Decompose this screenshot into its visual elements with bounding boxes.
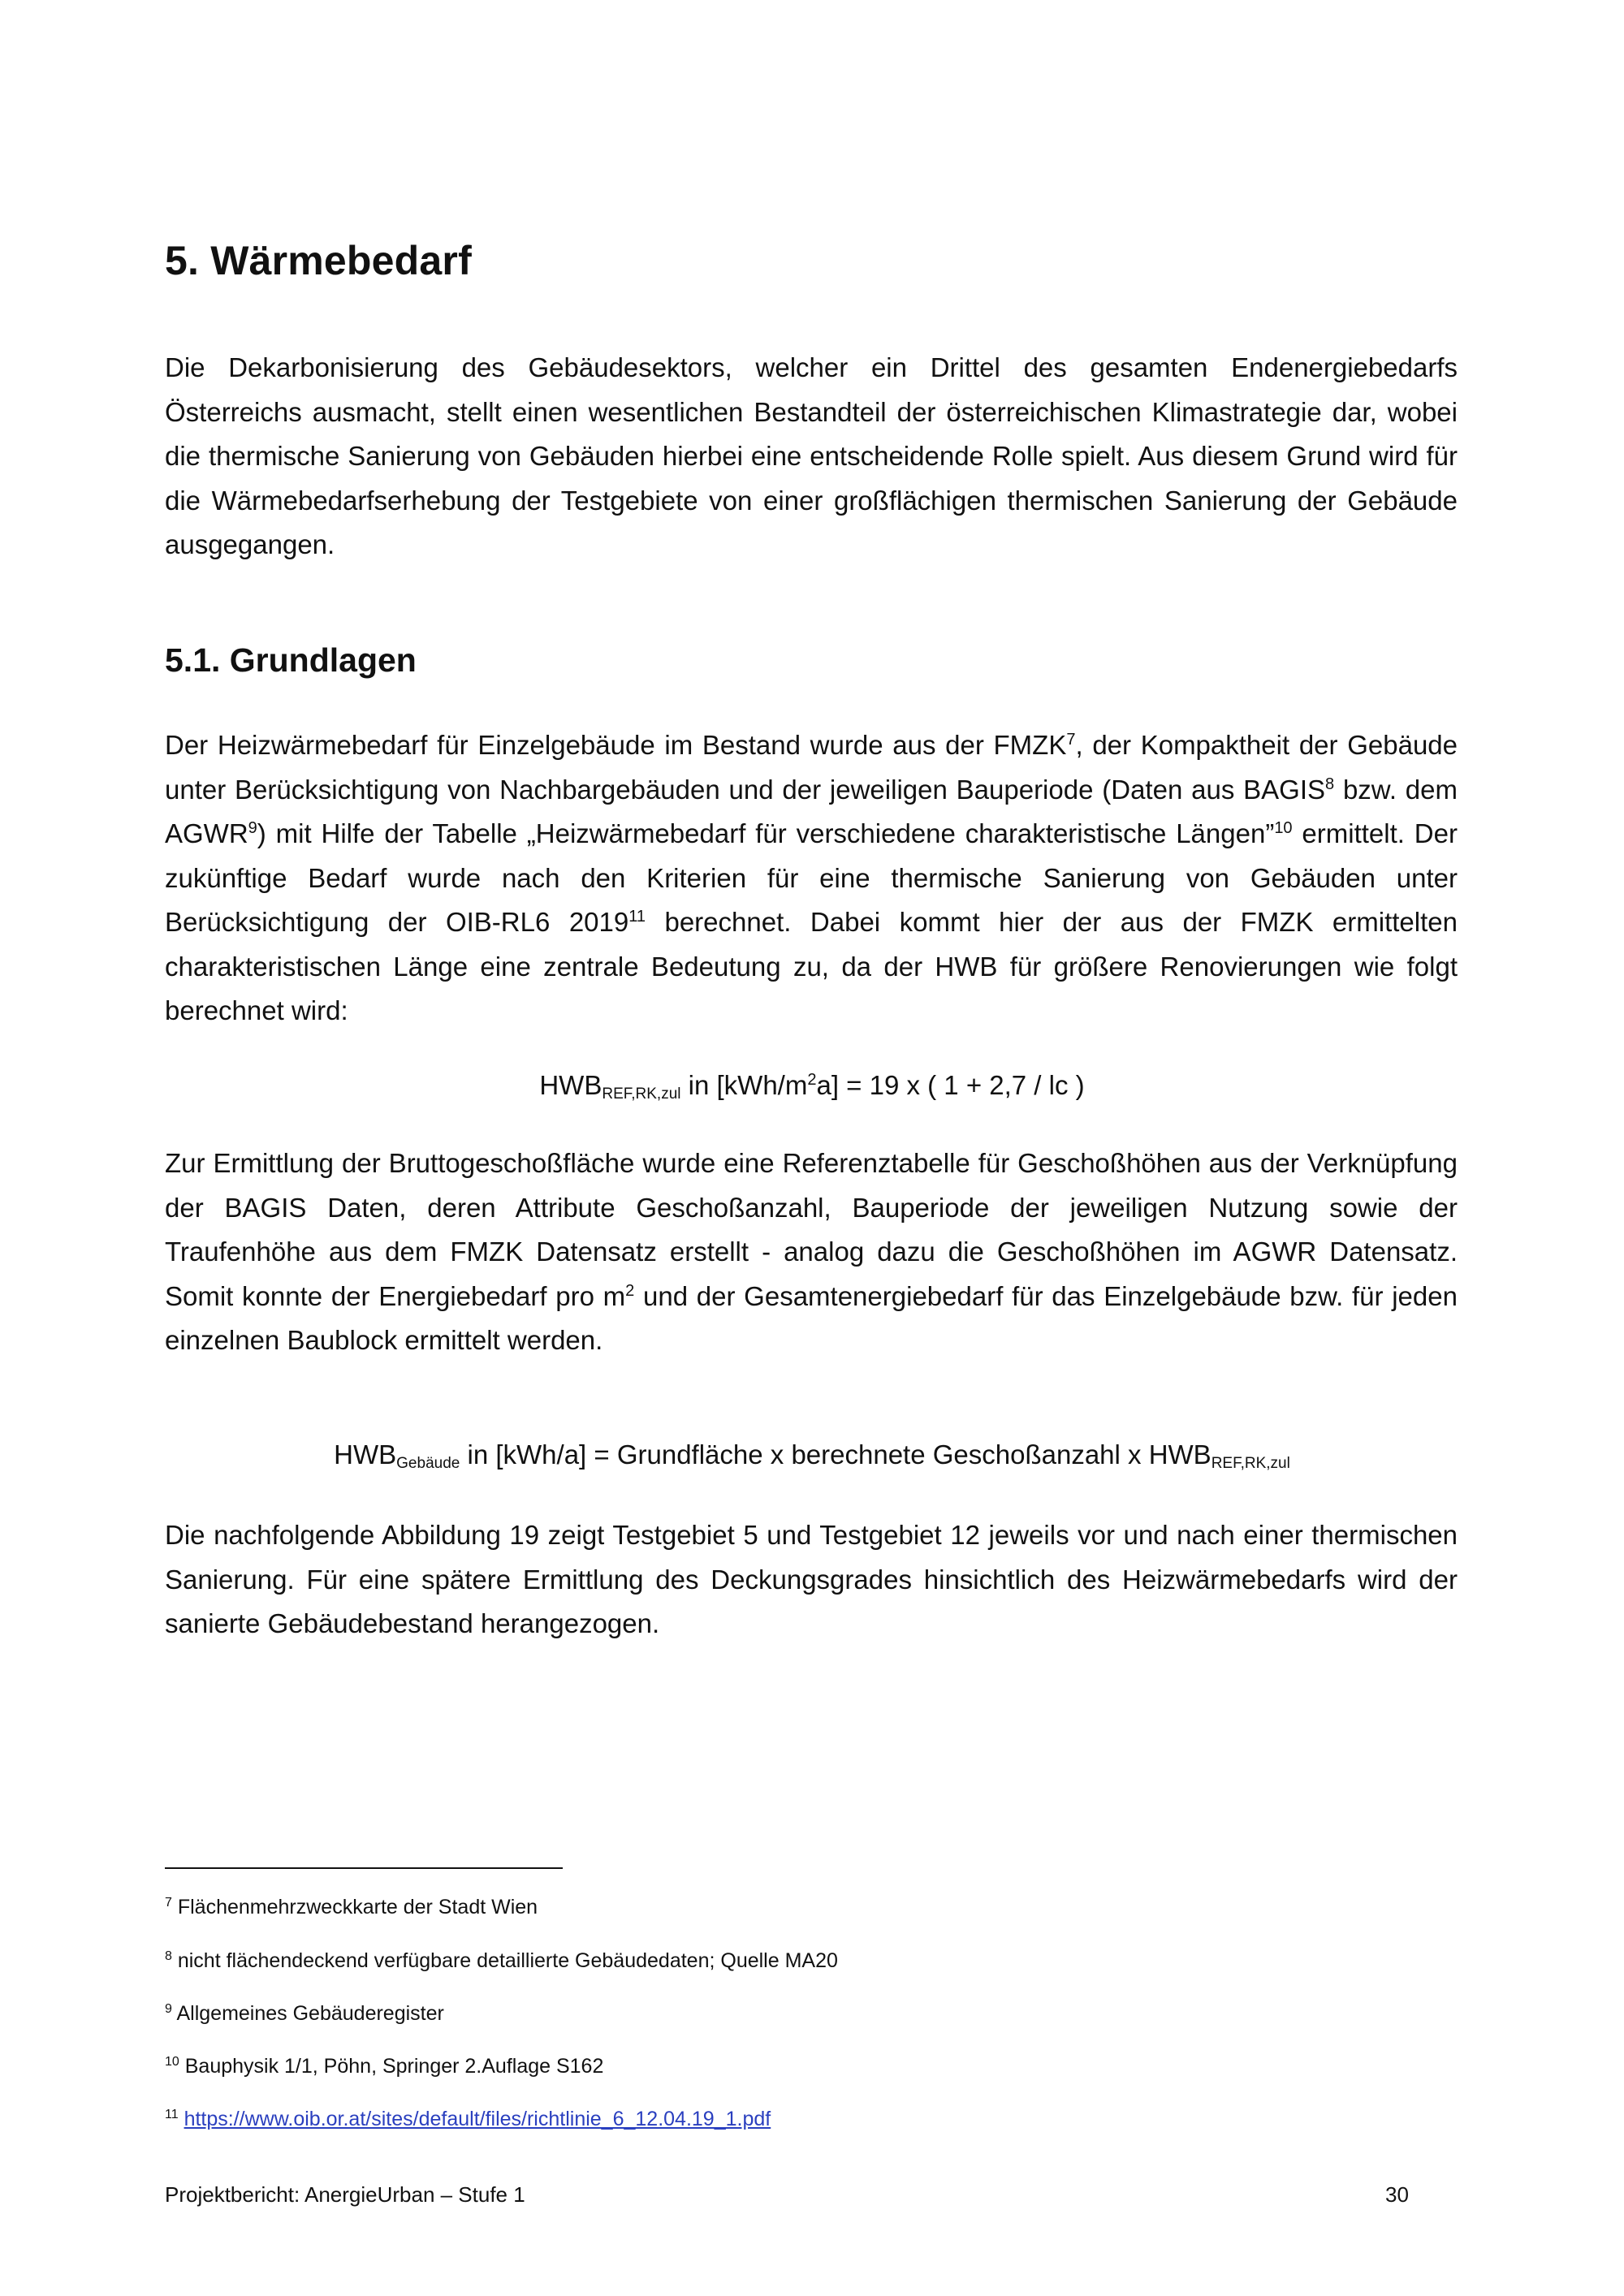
footnote-text: Allgemeines Gebäuderegister	[171, 2002, 444, 2025]
text-run: berechnet. Dabei kommt hier der aus der FMZK ermittelten charakteristischen Länge eine zentrale Bedeutung zu, da der HWB für größere Renovierungen wie folgt berechnet wird:	[165, 907, 1458, 1025]
hwb-building-formula	[0, 1439, 1624, 1473]
grundlagen-paragraph	[165, 723, 1458, 1034]
formula-text: in [kWh/m	[680, 1070, 808, 1100]
footnote-10	[165, 2055, 603, 2078]
formula-subscript: REF,RK,zul	[1211, 1455, 1290, 1472]
footnote-number: 11	[165, 2108, 179, 2121]
section-heading: 5. Wärmebedarf	[165, 238, 472, 283]
footnote-number: 8	[165, 1949, 172, 1963]
footnote-8	[165, 1949, 838, 1973]
formula-text: HWB	[334, 1439, 397, 1470]
text-exponent: 2	[625, 1281, 635, 1300]
formula-exponent: 2	[807, 1071, 817, 1089]
subsection-heading: 5.1. Grundlagen	[165, 641, 417, 679]
text-run: , der Kompaktheit der Gebäude unter Berücksichtigung von Nachbargebäuden und der jeweiligen Bauperiode (Daten aus BAGIS	[165, 730, 1458, 805]
footnote-ref-8[interactable]: 8	[1325, 775, 1335, 793]
footnote-text: Flächenmehrzweckkarte der Stadt Wien	[171, 1896, 538, 1918]
intro-paragraph: Die Dekarbonisierung des Gebäudesektors, welcher ein Drittel des gesamten Endenergiebedarfs Österreichs ausmacht, stellt einen wesentlichen Bestandteil der österreichischen Klimastrategie dar, wobei die thermische Sanierung von Gebäuden hierbei eine entscheidende Rolle spielt. Aus diesem Grund wird für die Wärmebedarfserhebung der Testgebiete von einer großflächigen thermischen Sanierung der Gebäude ausgegangen.	[165, 352, 1458, 559]
footnote-text: Bauphysik 1/1, Pöhn, Springer 2.Auflage S162	[179, 2055, 604, 2078]
oib-guideline-link[interactable]: https://www.oib.or.at/sites/default/files/richtlinie_6_12.04.19_1.pdf	[184, 2108, 771, 2130]
text-run: ) mit Hilfe der Tabelle „Heizwärmebedarf für verschiedene charakteristische Längen”	[257, 818, 1275, 848]
text-run: Zur Ermittlung der Bruttogeschoßfläche wurde eine Referenztabelle für Geschoßhöhen aus der Verknüpfung der BAGIS Daten, deren Attribute Geschoßanzahl, Bauperiode der jeweiligen Nutzung sowie der Traufenhöhe aus dem FMZK Datensatz erstellt - analog dazu die Geschoßhöhen im AGWR Datensatz. Somit konnte der Energiebedarf pro m	[165, 1148, 1458, 1311]
text-run: bzw. dem AGWR	[165, 774, 1458, 848]
figure-reference-paragraph: Die nachfolgende Abbildung 19 zeigt Testgebiet 5 und Testgebiet 12 jeweils vor und nach einer thermischen Sanierung. Für eine spätere Ermittlung des Deckungsgrades hinsichtlich des Heizwärmebedarfs wird der sanierte Gebäudebestand herangezogen.	[165, 1520, 1458, 1638]
footnote-separator	[165, 1867, 563, 1869]
text-run: ermittelt. Der zukünftige Bedarf wurde nach den Kriterien für eine thermische Sanierung von Gebäuden unter Berücksichtigung der OIB-RL6 2019	[165, 818, 1458, 937]
bruttogeschossflaeche-paragraph	[165, 1142, 1458, 1363]
formula-subscript: REF,RK,zul	[602, 1085, 681, 1103]
text-run: und der Gesamtenergiebedarf für das Einzelgebäude bzw. für jeden einzelnen Baublock ermittelt werden.	[165, 1280, 1458, 1355]
footnote-7	[165, 1896, 538, 1919]
footnote-9	[165, 2002, 444, 2026]
footnote-ref-9[interactable]: 9	[248, 819, 257, 837]
footnote-number: 10	[165, 2055, 179, 2069]
hwb-formula	[0, 1070, 1624, 1103]
formula-text: HWB	[539, 1070, 603, 1100]
footnote-number: 9	[165, 2002, 172, 2016]
footnote-number: 7	[165, 1896, 172, 1910]
footnote-ref-7[interactable]: 7	[1066, 731, 1076, 749]
formula-subscript: Gebäude	[396, 1455, 460, 1472]
footnote-text: nicht flächendeckend verfügbare detaillierte Gebäudedaten; Quelle MA20	[171, 1949, 838, 1972]
formula-text: in [kWh/a] = Grundfläche x berechnete Geschoßanzahl x HWB	[460, 1439, 1212, 1470]
footnote-ref-10[interactable]: 10	[1274, 819, 1293, 837]
text-run: Der Heizwärmebedarf für Einzelgebäude im Bestand wurde aus der FMZK	[165, 730, 1067, 760]
footer-report-title: Projektbericht: AnergieUrban – Stufe 1	[165, 2182, 525, 2207]
footnote-ref-11[interactable]: 11	[628, 908, 646, 926]
page-number: 30	[1385, 2182, 1409, 2207]
formula-text: a] = 19 x ( 1 + 2,7 / lc )	[816, 1070, 1085, 1100]
footnote-11	[165, 2108, 771, 2131]
